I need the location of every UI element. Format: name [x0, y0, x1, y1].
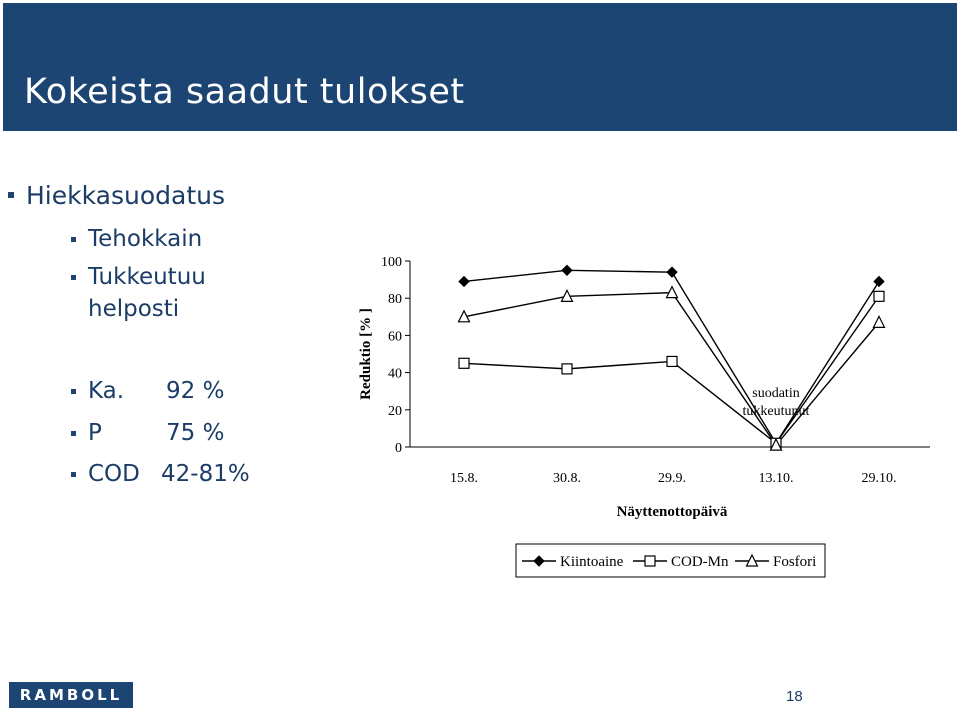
sub-bullet-tehokkain: Tehokkain [88, 226, 203, 252]
page-number: 18 [786, 688, 803, 705]
ramboll-logo: RAMBOLL [9, 682, 133, 708]
x-axis-title: Näyttenottopäivä [616, 504, 728, 520]
data-point-cod-mn [667, 356, 677, 366]
annotation-text: suodatin [752, 385, 800, 401]
sub-bullet-p-label: P [88, 420, 102, 446]
data-point-cod-mn [562, 364, 572, 374]
sub-bullet-cod-label: COD [88, 461, 140, 487]
sub-bullet-helposti: helposti [88, 296, 180, 322]
y-tick-label: 80 [388, 292, 402, 308]
sub-bullet-ka-label: Ka. [88, 378, 125, 404]
data-point-cod-mn [459, 358, 469, 368]
series-line-cod-mn [464, 296, 879, 443]
y-tick-label: 60 [388, 329, 402, 345]
y-tick-label: 0 [395, 441, 402, 456]
series-line-fosfori [464, 293, 879, 446]
data-point-kiintoaine [459, 276, 469, 286]
x-tick-label: 30.8. [553, 471, 581, 486]
x-tick-label: 13.10. [758, 471, 794, 486]
data-point-kiintoaine [562, 265, 572, 275]
y-axis-title: Reduktio [% ] [358, 308, 374, 400]
legend-marker [645, 556, 655, 566]
data-point-kiintoaine [874, 276, 884, 286]
legend-label: COD-Mn [671, 554, 729, 570]
sub-bullet-p-value: 75 % [166, 420, 225, 446]
x-tick-label: 15.8. [450, 471, 478, 486]
data-point-kiintoaine [667, 267, 677, 277]
slide-title: Kokeista saadut tulokset [24, 72, 465, 112]
x-tick-label: 29.10. [861, 471, 897, 486]
x-tick-label: 29.9. [658, 471, 686, 486]
legend-label: Fosfori [773, 554, 817, 570]
annotation-text: tukkeutunut [742, 403, 810, 419]
sub-bullet-tukkeutuu: Tukkeutuu [88, 264, 206, 290]
y-tick-label: 20 [388, 403, 402, 419]
bullet-main: Hiekkasuodatus [26, 181, 225, 210]
data-point-cod-mn [874, 291, 884, 301]
legend-label: Kiintoaine [560, 554, 624, 570]
sub-bullet-cod-value: 42-81% [161, 461, 250, 487]
y-tick-label: 40 [388, 366, 402, 382]
y-tick-label: 100 [381, 255, 402, 270]
data-point-fosfori [874, 316, 885, 327]
sub-bullet-ka-value: 92 % [166, 378, 225, 404]
